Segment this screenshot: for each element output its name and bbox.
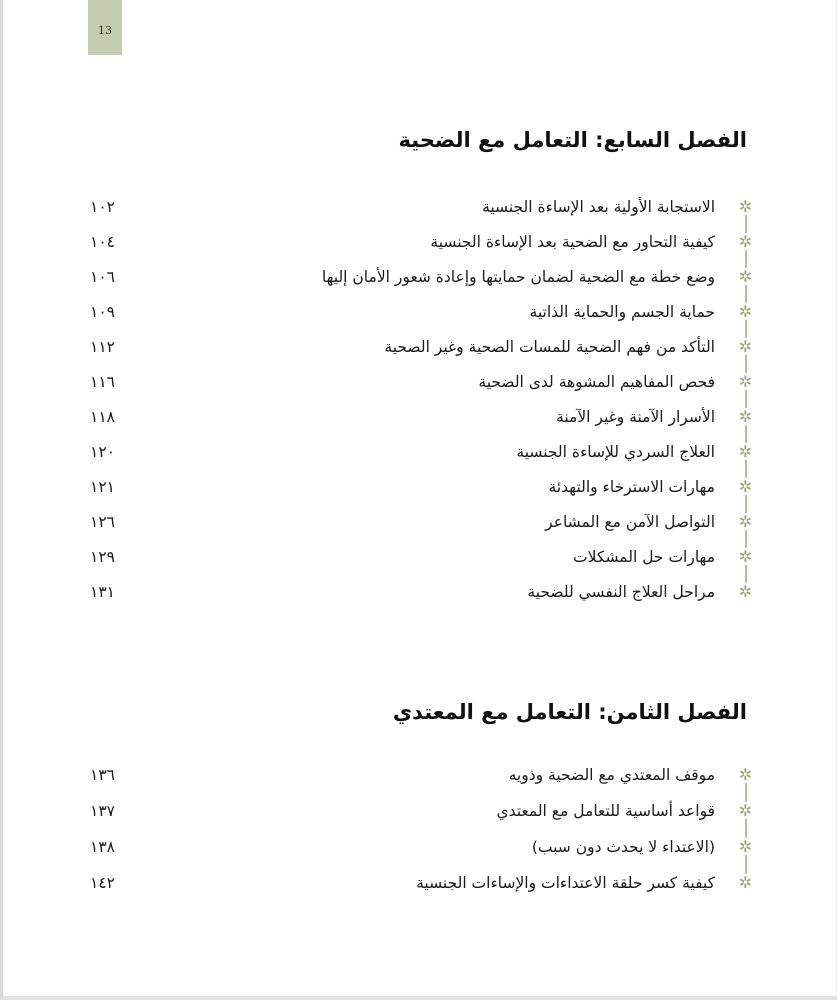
toc-entry-page: ١٢٩: [90, 548, 115, 566]
toc-entry-page: ١٠٤: [90, 233, 115, 251]
asterisk-flower-icon: ✲: [738, 337, 753, 356]
toc-entry-title: مراحل العلاج النفسي للضحية: [527, 583, 715, 601]
toc-entry-title: مهارات حل المشكلات: [573, 548, 715, 566]
toc-entry-page: ١٣٧: [90, 802, 115, 820]
toc-entry-page: ١٠٢: [90, 198, 115, 216]
toc-entry-page: ١٣٦: [90, 766, 115, 784]
asterisk-flower-icon: ✲: [738, 547, 753, 566]
toc-entry-title: (الاعتداء لا يحدث دون سبب): [531, 838, 715, 856]
toc-entry-page: ١٣١: [90, 583, 115, 601]
chapter-seven-title: الفصل السابع: التعامل مع الضحية: [398, 128, 747, 152]
toc-entry[interactable]: [0, 330, 837, 365]
toc-entry-title: حماية الجسم والحماية الذاتية: [529, 303, 715, 321]
chapter-eight-title: الفصل الثامن: التعامل مع المعتدي: [392, 700, 747, 724]
toc-entry[interactable]: [0, 400, 837, 435]
toc-entry-title: العلاج السردي للإساءة الجنسية: [516, 443, 715, 461]
toc-entry-title: الاستجابة الأولية بعد الإساءة الجنسية: [482, 198, 715, 216]
asterisk-flower-icon: ✲: [738, 582, 753, 601]
toc-entry-title: التواصل الآمن مع المشاعر: [545, 513, 715, 531]
asterisk-flower-icon: ✲: [738, 267, 753, 286]
toc-entry-page: ١٢١: [90, 478, 115, 496]
toc-entry[interactable]: [0, 575, 837, 610]
asterisk-flower-icon: ✲: [738, 512, 753, 531]
asterisk-flower-icon: ✲: [738, 837, 753, 856]
asterisk-flower-icon: ✲: [738, 477, 753, 496]
toc-entry[interactable]: [0, 866, 837, 901]
toc-entry[interactable]: [0, 225, 837, 260]
toc-entry-page: ١٣٨: [90, 838, 115, 856]
toc-entry[interactable]: [0, 758, 837, 793]
asterisk-flower-icon: ✲: [738, 765, 753, 784]
asterisk-flower-icon: ✲: [738, 372, 753, 391]
toc-entry-page: ١٢٦: [90, 513, 115, 531]
toc-entry-page: ١١٨: [90, 408, 115, 426]
toc-entry[interactable]: [0, 505, 837, 540]
toc-entry[interactable]: [0, 540, 837, 575]
asterisk-flower-icon: ✲: [738, 873, 753, 892]
asterisk-flower-icon: ✲: [738, 197, 753, 216]
toc-entry-title: كيفية كسر حلقة الاعتداءات والإساءات الجنسية: [416, 874, 715, 892]
toc-entry-page: ١٢٠: [90, 443, 115, 461]
toc-entry-title: موقف المعتدي مع الضحية وذويه: [508, 766, 715, 784]
toc-entry-title: قواعد أساسية للتعامل مع المعتدي: [496, 802, 715, 820]
asterisk-flower-icon: ✲: [738, 232, 753, 251]
toc-entry-title: التأكد من فهم الضحية للمسات الصحية وغير الصحية: [384, 338, 715, 356]
toc-entry-page: ١٠٩: [90, 303, 115, 321]
toc-entry[interactable]: [0, 470, 837, 505]
toc-entry-title: مهارات الاسترخاء والتهدئة: [548, 478, 715, 496]
toc-entry[interactable]: [0, 794, 837, 829]
toc-entry[interactable]: [0, 435, 837, 470]
toc-entry-page: ١١٦: [90, 373, 115, 391]
toc-entry-page: ١١٢: [90, 338, 115, 356]
toc-entry[interactable]: [0, 365, 837, 400]
toc-entry-page: ١٤٢: [90, 874, 115, 892]
toc-entry-title: وضع خطة مع الضحية لضمان حمايتها وإعادة شعور الأمان إليها: [321, 268, 715, 286]
page-number-tab: [88, 0, 122, 55]
asterisk-flower-icon: ✲: [738, 442, 753, 461]
toc-entry[interactable]: [0, 260, 837, 295]
toc-entry-title: فحص المفاهيم المشوهة لدى الضحية: [478, 373, 715, 391]
toc-entry-title: كيفية التحاور مع الضحية بعد الإساءة الجنسية: [430, 233, 715, 251]
asterisk-flower-icon: ✲: [738, 801, 753, 820]
toc-entry-title: الأسرار الآمنة وغير الآمنة: [556, 408, 715, 426]
asterisk-flower-icon: ✲: [738, 302, 753, 321]
page-number: 13: [98, 24, 112, 37]
asterisk-flower-icon: ✲: [738, 407, 753, 426]
toc-entry[interactable]: [0, 295, 837, 330]
toc-entry[interactable]: [0, 830, 837, 865]
toc-entry-page: ١٠٦: [90, 268, 115, 286]
toc-entry[interactable]: [0, 190, 837, 225]
